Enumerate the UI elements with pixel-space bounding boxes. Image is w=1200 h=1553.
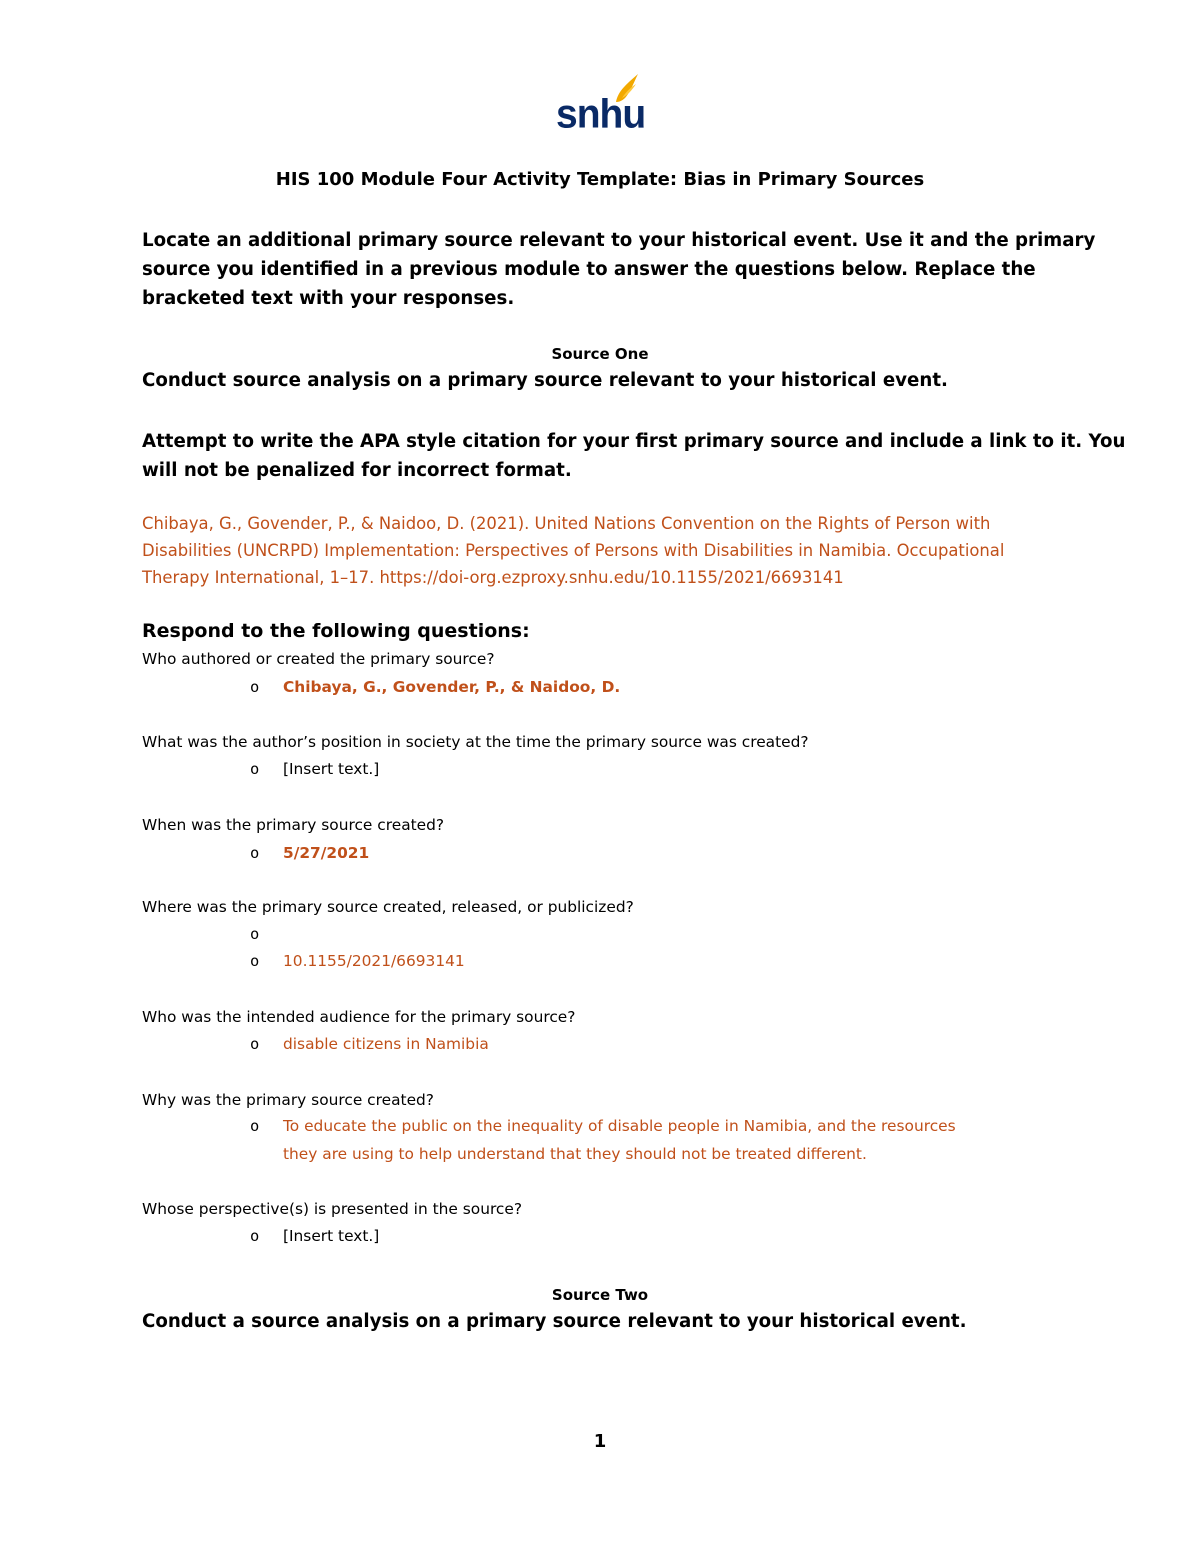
question-text: What was the author’s position in society at the time the primary source was created?: [142, 733, 809, 751]
apa-citation: [142, 510, 1004, 591]
answer-placeholder[interactable]: [Insert text.]: [283, 760, 380, 778]
question-text: Who was the intended audience for the primary source?: [142, 1008, 576, 1026]
citation-line: Disabilities (UNCRPD) Implementation: Perspectives of Persons with Disabilities in Namibia. Occupational: [142, 541, 1005, 560]
page-number: 1: [593, 1431, 607, 1452]
answer-placeholder[interactable]: [Insert text.]: [283, 1227, 380, 1245]
bullet-marker: o: [250, 1117, 260, 1135]
question-text: Whose perspective(s) is presented in the source?: [142, 1200, 523, 1218]
answer-line: To educate the public on the inequality of disable people in Namibia, and the resources: [283, 1117, 956, 1135]
snhu-logo: [556, 72, 646, 138]
question-text: When was the primary source created?: [142, 816, 445, 834]
question-text: Who authored or created the primary source?: [142, 650, 495, 668]
bullet-marker: o: [250, 760, 260, 778]
question-text: Why was the primary source created?: [142, 1091, 434, 1109]
answer-text[interactable]: disable citizens in Namibia: [283, 1035, 489, 1053]
bullet-marker: o: [250, 1227, 260, 1245]
respond-heading: Respond to the following questions:: [142, 620, 530, 642]
citation-prompt: [142, 427, 1125, 485]
source-one-label: Source One: [551, 345, 649, 363]
bullet-marker: o: [250, 952, 260, 970]
bullet-marker: o: [250, 844, 260, 862]
answer-text[interactable]: 10.1155/2021/6693141: [283, 952, 465, 970]
citation-line: Chibaya, G., Govender, P., & Naidoo, D. (2021). United Nations Convention on the Rights of Person with: [142, 514, 991, 533]
citation-prompt-line: Attempt to write the APA style citation for your first primary source and include a link to it. You: [142, 431, 1126, 452]
citation-prompt-line: will not be penalized for incorrect format.: [142, 460, 572, 481]
bullet-marker: o: [250, 678, 260, 696]
intro-line: source you identified in a previous module to answer the questions below. Replace the: [142, 259, 1036, 280]
source-two-label: Source Two: [551, 1286, 649, 1304]
answer-line: they are using to help understand that they should not be treated different.: [283, 1145, 867, 1163]
intro-line: Locate an additional primary source relevant to your historical event. Use it and the primary: [142, 230, 1096, 251]
logo-text: snhu: [556, 91, 646, 138]
answer-text[interactable]: 5/27/2021: [283, 844, 370, 862]
bullet-marker: o: [250, 1035, 260, 1053]
answer-text[interactable]: Chibaya, G., Govender, P., & Naidoo, D.: [283, 678, 621, 696]
answer-text[interactable]: [283, 1112, 956, 1168]
bullet-marker: o: [250, 925, 260, 943]
intro-line: bracketed text with your responses.: [142, 288, 515, 309]
document-title: HIS 100 Module Four Activity Template: Bias in Primary Sources: [275, 169, 925, 190]
source-one-heading: Conduct source analysis on a primary source relevant to your historical event.: [142, 370, 948, 391]
intro-paragraph: [142, 226, 1096, 313]
citation-line: Therapy International, 1–17. https://doi-org.ezproxy.snhu.edu/10.1155/2021/6693141: [142, 568, 844, 587]
question-text: Where was the primary source created, released, or publicized?: [142, 898, 634, 916]
source-two-heading: Conduct a source analysis on a primary source relevant to your historical event.: [142, 1311, 967, 1332]
